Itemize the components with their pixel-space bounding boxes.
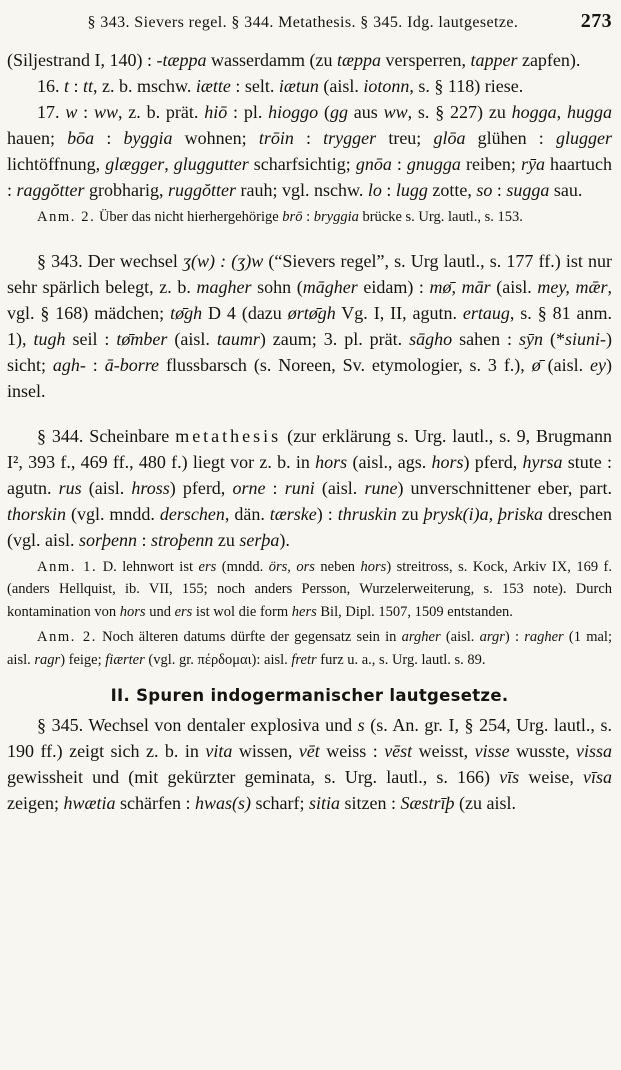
text-run: iætte (195, 76, 231, 96)
text-run: ers (198, 558, 217, 575)
text-run: : (85, 354, 105, 375)
text-run: rauh; vgl. nschw. (236, 180, 368, 200)
text-run: (aisl. (314, 477, 365, 498)
text-run: ) unverschnittener eber, part. (397, 477, 612, 498)
text-run: argr (479, 629, 505, 645)
text-run: fretr (291, 651, 317, 668)
text-run: so (476, 180, 493, 200)
text-run: (aisl. (540, 354, 591, 375)
running-title: § 343. Sievers regel. § 344. Metathesis. § 345. Idg. lautgesetze. (87, 14, 519, 31)
text-run: (“Sievers regel”, s. Urg lautl., s. 177 ff.) ist nur sehr spärlich belegt, z. b. (7, 250, 612, 297)
text-run: (s. An. gr. I, § 254, Urg. lautl., s. 190 ff.) zeigt sich z. b. in (7, 715, 612, 761)
text-run: schärfen : (115, 793, 195, 813)
text-run: s (357, 715, 365, 735)
text-run: sugga (506, 180, 550, 200)
text-run: (aisl. (81, 477, 132, 498)
text-run: vissa (576, 741, 613, 761)
text-run: thorskin (7, 503, 67, 524)
text-run: serþa (239, 529, 280, 550)
text-run: (vgl. mndd. (66, 503, 160, 524)
text-run: weiss : (319, 741, 385, 761)
text-run: wissen, (232, 741, 299, 761)
text-run: sitzen : (339, 793, 401, 813)
text-run: wusste, (509, 741, 577, 761)
text-run: ) : (316, 503, 338, 524)
text-run: : (69, 76, 84, 96)
text-run: ø̄ (531, 354, 541, 375)
text-run: (aisl. (167, 328, 217, 349)
text-run: versperren, (380, 50, 471, 70)
text-run: : (94, 128, 124, 148)
text-run: , z. b. mschw. (93, 76, 196, 96)
text-run: lugg (395, 180, 428, 200)
text-run: ) streitross, s. Kock, Arkiv IX, 169 f. (anders Hellquist, ib. VII, 155; noch anders Persson, Wurzelerweiterung, s. 153 note). Durch kontamination von (7, 558, 613, 620)
text-run: tt (83, 76, 94, 96)
text-run: ) insel. (7, 354, 612, 401)
text-run: hwætia (63, 793, 116, 813)
text-run: Sæstrīþ (400, 793, 455, 813)
text-run: , vgl. § 168) mädchen; (7, 276, 612, 323)
text-run: bōa (67, 128, 95, 148)
text-run: ) : (504, 629, 525, 645)
text-run: (aisl. (318, 76, 364, 96)
text-run: , (164, 154, 174, 174)
text-run: , s. § 118) riese. (409, 76, 524, 96)
text-run: gnugga (406, 154, 461, 174)
text-run: byggia (123, 128, 173, 148)
text-run: rune (364, 477, 398, 498)
text-run: (* (543, 328, 565, 349)
text-run: (1 mal; aisl. (7, 629, 612, 668)
text-run: zotte, (427, 180, 477, 200)
text-run: lichtöffnung, (7, 154, 106, 174)
text-run: vita (205, 741, 233, 761)
text-run: agh- (52, 354, 86, 375)
text-run: stroþenn (151, 529, 214, 550)
text-run: II. Spuren indogermanischer lautgesetze. (110, 686, 509, 705)
text-run: D. lehnwort ist (97, 558, 199, 575)
text-run: (aisl. (490, 276, 538, 297)
text-run: hors (315, 451, 348, 472)
text-run: , (556, 102, 567, 122)
text-run: Anm. 2. (37, 629, 97, 645)
text-run: lo (367, 180, 382, 200)
text-run: πέρδομαι (197, 651, 252, 668)
text-run: hiō (204, 102, 228, 122)
text-run: ertaug (462, 302, 510, 323)
text-run: brō (282, 209, 303, 225)
text-run: flussbarsch (s. Noreen, Sv. etymologier, s. 3 f.), (159, 354, 532, 375)
text-run: zapfen). (517, 50, 581, 70)
text-run: thruskin (337, 503, 397, 524)
text-run: 17. (37, 102, 66, 122)
text-run: glægger (105, 154, 165, 174)
text-run: (vgl. gr. (144, 651, 198, 668)
text-run: Über das nicht hierhergehörige (95, 209, 283, 225)
text-run: rȳa (520, 154, 545, 174)
text-run: argher (401, 629, 441, 645)
text-run: ) feige; (60, 651, 106, 668)
text-run: § 344. Scheinbare (37, 425, 176, 446)
text-run: zeigen; (7, 793, 64, 813)
text-run: reiben; (460, 154, 521, 174)
text-run: gg (329, 102, 348, 122)
text-run: hyrsa (522, 451, 563, 472)
text-run: : (265, 477, 285, 498)
text-run: brücke s. Urg. lautl., s. 153. (358, 209, 523, 225)
text-run: ) pferd, (169, 477, 233, 498)
text-run: gnōa (355, 154, 392, 174)
text-run: siuni- (565, 328, 607, 349)
text-run: tø̄mber (116, 328, 168, 349)
text-run: (mndd. (216, 558, 269, 575)
text-run: ). (279, 529, 290, 550)
text-run: w (65, 102, 78, 122)
text-run: hors (431, 451, 464, 472)
text-run: visse (474, 741, 510, 761)
text-run: fiærter (105, 651, 145, 668)
text-run: : (492, 180, 507, 200)
text-run: ørtø̄gh (287, 302, 336, 323)
text-run: ers (174, 603, 193, 620)
text-run: ( (318, 102, 330, 122)
text-run: D 4 (dazu (202, 302, 288, 323)
text-run: ʒ(w) : (ʒ)w (183, 250, 264, 271)
text-run: mø̄, mār (429, 276, 491, 297)
text-run: ww (383, 102, 408, 122)
para-17 (7, 99, 612, 203)
text-run: trōin (258, 128, 294, 148)
text-run: (aisl. (440, 629, 480, 645)
text-run: (Siljestrand I, 140) : - (7, 50, 163, 70)
text-run: sorþenn (79, 529, 137, 550)
text-run: sāgho (409, 328, 453, 349)
text-run: haartuch : (7, 154, 612, 200)
text-run: raggŏtter (16, 180, 85, 200)
text-run: glōa (433, 128, 466, 148)
para-345 (7, 712, 612, 816)
text-run: sau. (549, 180, 583, 200)
text-run: ruggŏtter (168, 180, 237, 200)
text-run: hauen; (7, 128, 68, 148)
text-run: iætun (278, 76, 319, 96)
text-run: sahen : (452, 328, 520, 349)
text-run: iotonn (363, 76, 410, 96)
text-run: grobharig, (84, 180, 169, 200)
text-run: ragher (524, 629, 564, 645)
text-run: vēst (384, 741, 413, 761)
text-run: : (302, 209, 314, 225)
text-run: metathesis (175, 425, 282, 446)
text-run: weise, (519, 767, 583, 787)
text-run: hross (131, 477, 170, 498)
text-run: 16. (37, 76, 64, 96)
text-run: aus (347, 102, 384, 122)
text-run: scharf; (250, 793, 309, 813)
text-run: sitia (308, 793, 340, 813)
page-header (7, 10, 612, 33)
text-run: ) pferd, (463, 451, 523, 472)
text-run: bryggia (313, 209, 359, 225)
text-run: trygger (323, 128, 377, 148)
text-run: : selt. (230, 76, 279, 96)
text-run: , s. § 81 anm. 1), (7, 302, 612, 349)
text-run: weisst, (412, 741, 475, 761)
text-run: treu; (376, 128, 434, 148)
text-run: runi (284, 477, 315, 498)
page-body (7, 47, 612, 816)
text-run: orne (232, 477, 266, 498)
text-run: neben (314, 558, 361, 575)
anm-2b (7, 626, 612, 671)
text-run: tærske (269, 503, 317, 524)
text-run: sohn ( (251, 276, 303, 297)
text-run: : (381, 180, 396, 200)
anm-2a (7, 206, 612, 229)
text-run: ) zaum; 3. pl. prät. (259, 328, 410, 349)
text-run: zu (396, 503, 424, 524)
text-run: māgher (302, 276, 358, 297)
text-run: : (391, 154, 407, 174)
text-run: ragr (34, 651, 61, 668)
text-run: glühen : (465, 128, 556, 148)
text-run: rus (58, 477, 82, 498)
text-run: hioggo (268, 102, 319, 122)
text-run: eidam) : (357, 276, 430, 297)
text-run: ey (590, 354, 606, 375)
text-run: tæppa (162, 50, 207, 70)
text-run: Anm. 2. (37, 209, 96, 225)
text-run: gewissheit und (mit gekürzter geminata, s. Urg. lautl., s. 166) (7, 767, 500, 787)
text-run: dreschen (vgl. aisl. (7, 503, 612, 550)
text-run: (aisl., ags. (347, 451, 432, 472)
text-run: sȳn (519, 328, 544, 349)
text-run: Vg. I, II, agutn. (335, 302, 463, 323)
text-run: gluggutter (173, 154, 249, 174)
text-run: und (145, 603, 175, 620)
text-run: magher (196, 276, 252, 297)
text-run: furz u. a., s. Urg. lautl. s. 89. (316, 651, 486, 668)
text-run: ist wol die form (192, 603, 292, 620)
text-run: örs, ors (268, 558, 315, 575)
text-run: : (77, 102, 94, 122)
text-run: hers (291, 603, 317, 620)
text-run: hors (119, 603, 146, 620)
text-run: mey, mǣr (537, 276, 608, 297)
text-run: zu (213, 529, 240, 550)
text-run: ā-borre (104, 354, 160, 375)
text-run: § 343. Der wechsel (37, 250, 184, 271)
text-run: wasserdamm (zu (206, 50, 337, 70)
text-run: vīs (499, 767, 520, 787)
text-run: tugh (33, 328, 66, 349)
para-344 (7, 423, 612, 553)
text-run: Anm. 1. (37, 558, 98, 575)
text-run: , z. b. prät. (117, 102, 205, 122)
text-run: hors (360, 558, 387, 575)
para-16 (7, 73, 612, 99)
text-run: : pl. (227, 102, 269, 122)
text-run: Noch älteren datums dürfte der gegensatz sein in (96, 629, 402, 645)
text-run: , dän. (224, 503, 270, 524)
para-continuation (7, 47, 612, 73)
text-run: þrysk(i)a, þriska (423, 503, 544, 524)
text-run: tø̄gh (170, 302, 203, 323)
para-343 (7, 248, 612, 404)
text-run: Bil, Dipl. 1507, 1509 entstanden. (316, 603, 513, 620)
text-run: glugger (555, 128, 612, 148)
text-run: taumr (216, 328, 260, 349)
text-run: : (293, 128, 324, 148)
text-run: wohnen; (172, 128, 259, 148)
text-run: stute : agutn. (7, 451, 613, 498)
text-run: ww (93, 102, 118, 122)
text-run: (zu aisl. (454, 793, 516, 813)
text-run: derschen (159, 503, 225, 524)
text-run: tæppa (336, 50, 381, 70)
text-run: § 345. Wechsel von dentaler explosiva und (37, 715, 358, 735)
text-run: , s. § 227) zu (407, 102, 512, 122)
text-run: hwas(s) (194, 793, 251, 813)
text-run: ) sicht; (7, 328, 613, 375)
text-run: t (64, 76, 70, 96)
text-run: tapper (470, 50, 518, 70)
text-run: vīsa (583, 767, 612, 787)
text-run: vēt (298, 741, 320, 761)
page-number: 273 (580, 10, 612, 32)
text-run: seil : (65, 328, 117, 349)
anm-1 (7, 556, 612, 624)
section-heading-ii (7, 686, 612, 705)
text-run: (zur erklärung s. Urg. lautl., s. 9, Brugmann I², 393 f., 469 ff., 480 f.) liegt vor z. b. in (7, 425, 613, 472)
text-run: hugga (566, 102, 612, 122)
text-run: ): aisl. (251, 651, 292, 668)
text-run: : (137, 529, 152, 550)
text-run: scharfsichtig; (248, 154, 356, 174)
text-run: hogga (511, 102, 557, 122)
